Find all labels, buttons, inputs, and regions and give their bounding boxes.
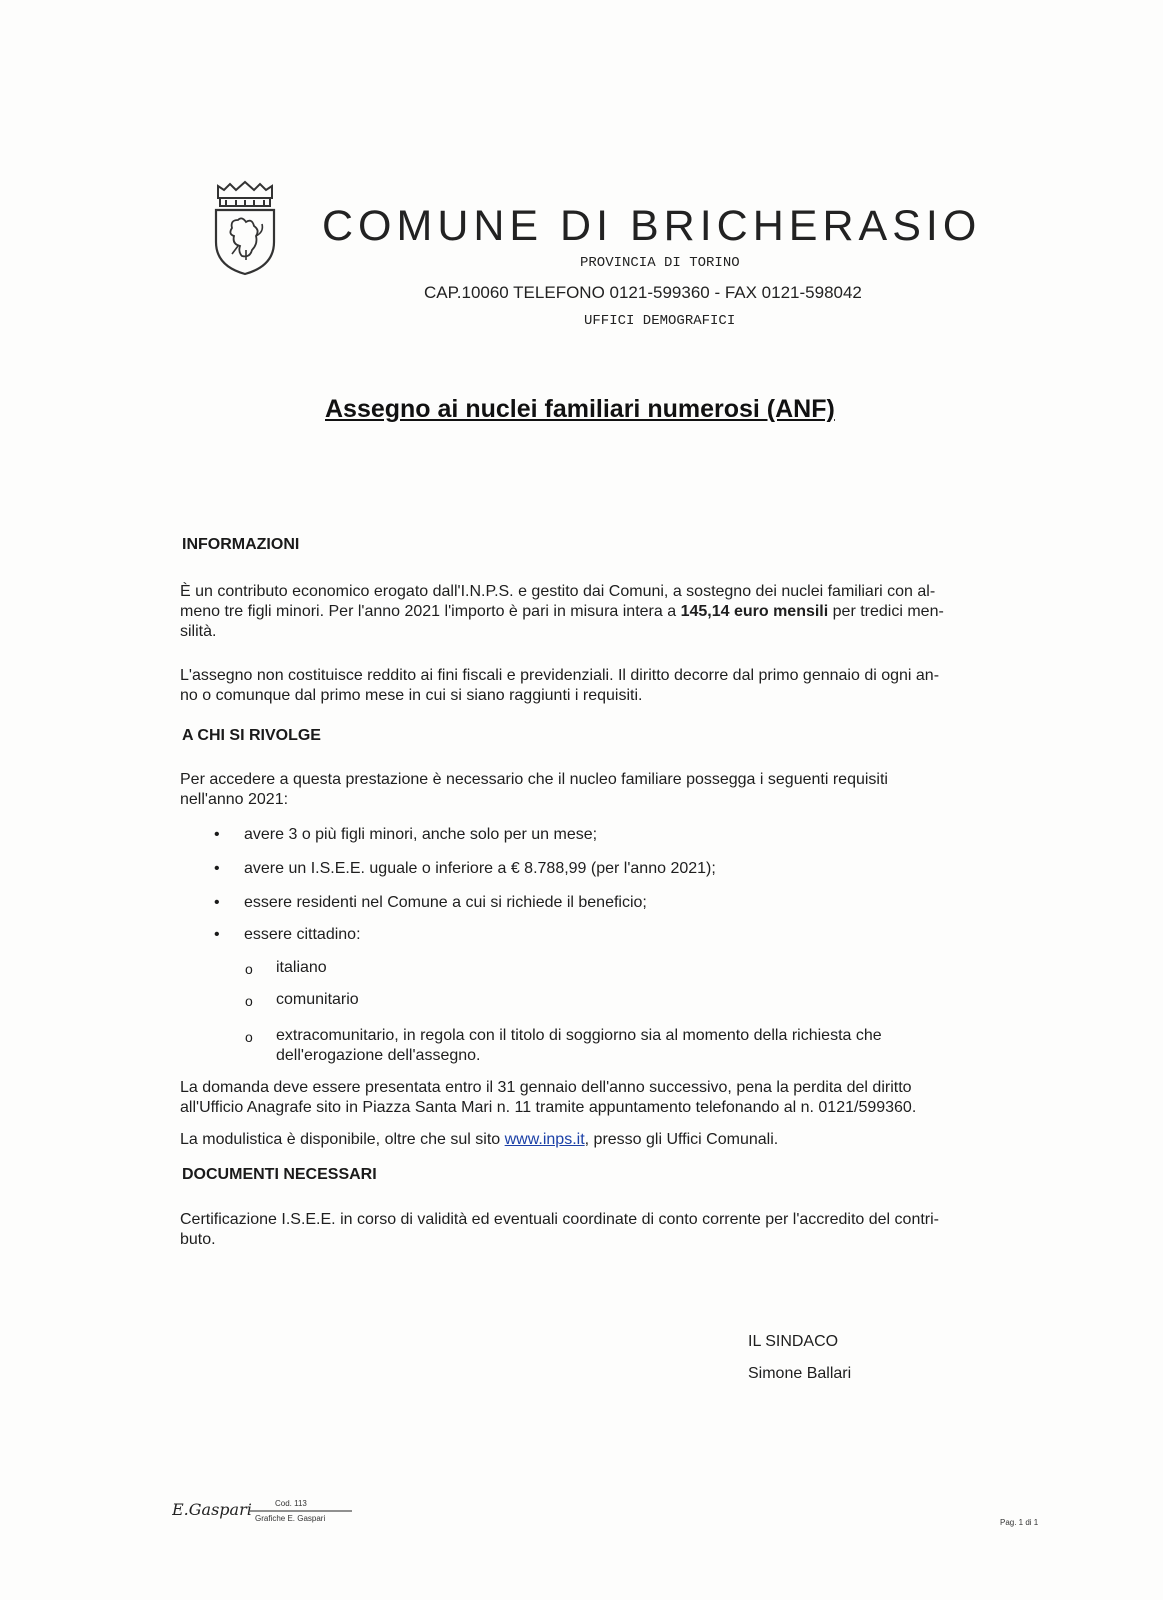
documenti-line2: buto.: [180, 1231, 216, 1248]
amount-highlight: 145,14 euro mensili: [680, 603, 829, 620]
sub-bullet-marker: o: [245, 993, 253, 1009]
info-p1-line2-text: meno tre figli minori. Per l'anno 2021 l'importo è pari in misura intera a: [180, 603, 681, 620]
citizenship-item: comunitario: [276, 991, 359, 1008]
printer-logo-text: E.Gaspari: [172, 1500, 252, 1519]
contact-info: CAP.10060 TELEFONO 0121-599360 - FAX 0121-598042: [424, 283, 862, 302]
document-title: Assegno ai nuclei familiari numerosi (ANF): [325, 395, 835, 423]
info-paragraph-2: [180, 666, 1040, 706]
section-heading-documenti: DOCUMENTI NECESSARI: [182, 1166, 377, 1183]
info-p2-line1: L'assegno non costituisce reddito ai fini fiscali e previdenziali. Il diritto decorre dal primo gennaio di ogni an-: [180, 667, 940, 684]
bullet-marker: •: [214, 926, 220, 943]
info-p2-line2: no o comunque dal primo mese in cui si siano raggiunti i requisiti.: [180, 687, 643, 704]
inps-link[interactable]: www.inps.it: [504, 1131, 585, 1148]
domanda-paragraph: [180, 1078, 1040, 1118]
requirement-item: avere 3 o più figli minori, anche solo per un mese;: [244, 826, 598, 843]
info-p1-line2-tail: per tredici men-: [828, 603, 944, 620]
documenti-line1: Certificazione I.S.E.E. in corso di validità ed eventuali coordinate di conto corrente per l'accredito del contri-: [180, 1211, 939, 1228]
section-heading-a-chi: A CHI SI RIVOLGE: [182, 727, 321, 744]
bullet-marker: •: [214, 860, 220, 877]
info-p1-line3: silità.: [180, 623, 217, 640]
modulistica-tail: , presso gli Uffici Comunali.: [584, 1131, 779, 1148]
requirement-item: essere cittadino:: [244, 926, 361, 943]
signature-name: Simone Ballari: [748, 1365, 852, 1382]
citizenship-item: italiano: [276, 959, 327, 976]
citizenship-item: extracomunitario, in regola con il titolo di soggiorno sia al momento della richiesta che dell'erogazione dell'assegno.: [276, 1027, 882, 1064]
coat-of-arms-icon: [212, 180, 278, 276]
a-chi-intro-line2: nell'anno 2021:: [180, 791, 289, 808]
page-number: Pag. 1 di 1: [1000, 1518, 1039, 1527]
bullet-marker: •: [214, 894, 220, 911]
info-p1-line1: È un contributo economico erogato dall'I.N.P.S. e gestito dai Comuni, a sostegno dei nuclei familiari con al-: [180, 583, 936, 600]
sub-bullet-marker: o: [245, 1029, 253, 1045]
modulistica-text: La modulistica è disponibile, oltre che sul sito: [180, 1131, 505, 1148]
requirement-item: essere residenti nel Comune a cui si richiede il beneficio;: [244, 894, 647, 911]
info-p1-line2: [180, 602, 1040, 622]
domanda-line1: La domanda deve essere presentata entro il 31 gennaio dell'anno successivo, pena la perdita del diritto: [180, 1079, 912, 1096]
documenti-paragraph: [180, 1210, 1040, 1250]
sub-bullet-marker: o: [245, 961, 253, 977]
provincia-label: PROVINCIA DI TORINO: [580, 255, 740, 271]
section-heading-informazioni: INFORMAZIONI: [182, 536, 300, 553]
requirement-item: avere un I.S.E.E. uguale o inferiore a € 8.788,99 (per l'anno 2021);: [244, 860, 716, 877]
comune-title: COMUNE DI BRICHERASIO: [322, 202, 982, 250]
signature-role: IL SINDACO: [748, 1333, 839, 1350]
office-label: UFFICI DEMOGRAFICI: [584, 313, 736, 329]
domanda-line2: all'Ufficio Anagrafe sito in Piazza Santa Mari n. 11 tramite appuntamento telefonando al n. 0121/599360.: [180, 1099, 917, 1116]
modulistica-paragraph: [180, 1130, 1040, 1150]
info-paragraph-1: [180, 582, 1040, 642]
a-chi-intro-line1: Per accedere a questa prestazione è necessario che il nucleo familiare possegga i seguenti requisiti: [180, 771, 888, 788]
footer-code: Cod. 113: [275, 1499, 307, 1508]
a-chi-intro: [180, 770, 1040, 810]
footer-printer: Grafiche E. Gaspari: [255, 1514, 326, 1523]
bullet-marker: •: [214, 826, 220, 843]
